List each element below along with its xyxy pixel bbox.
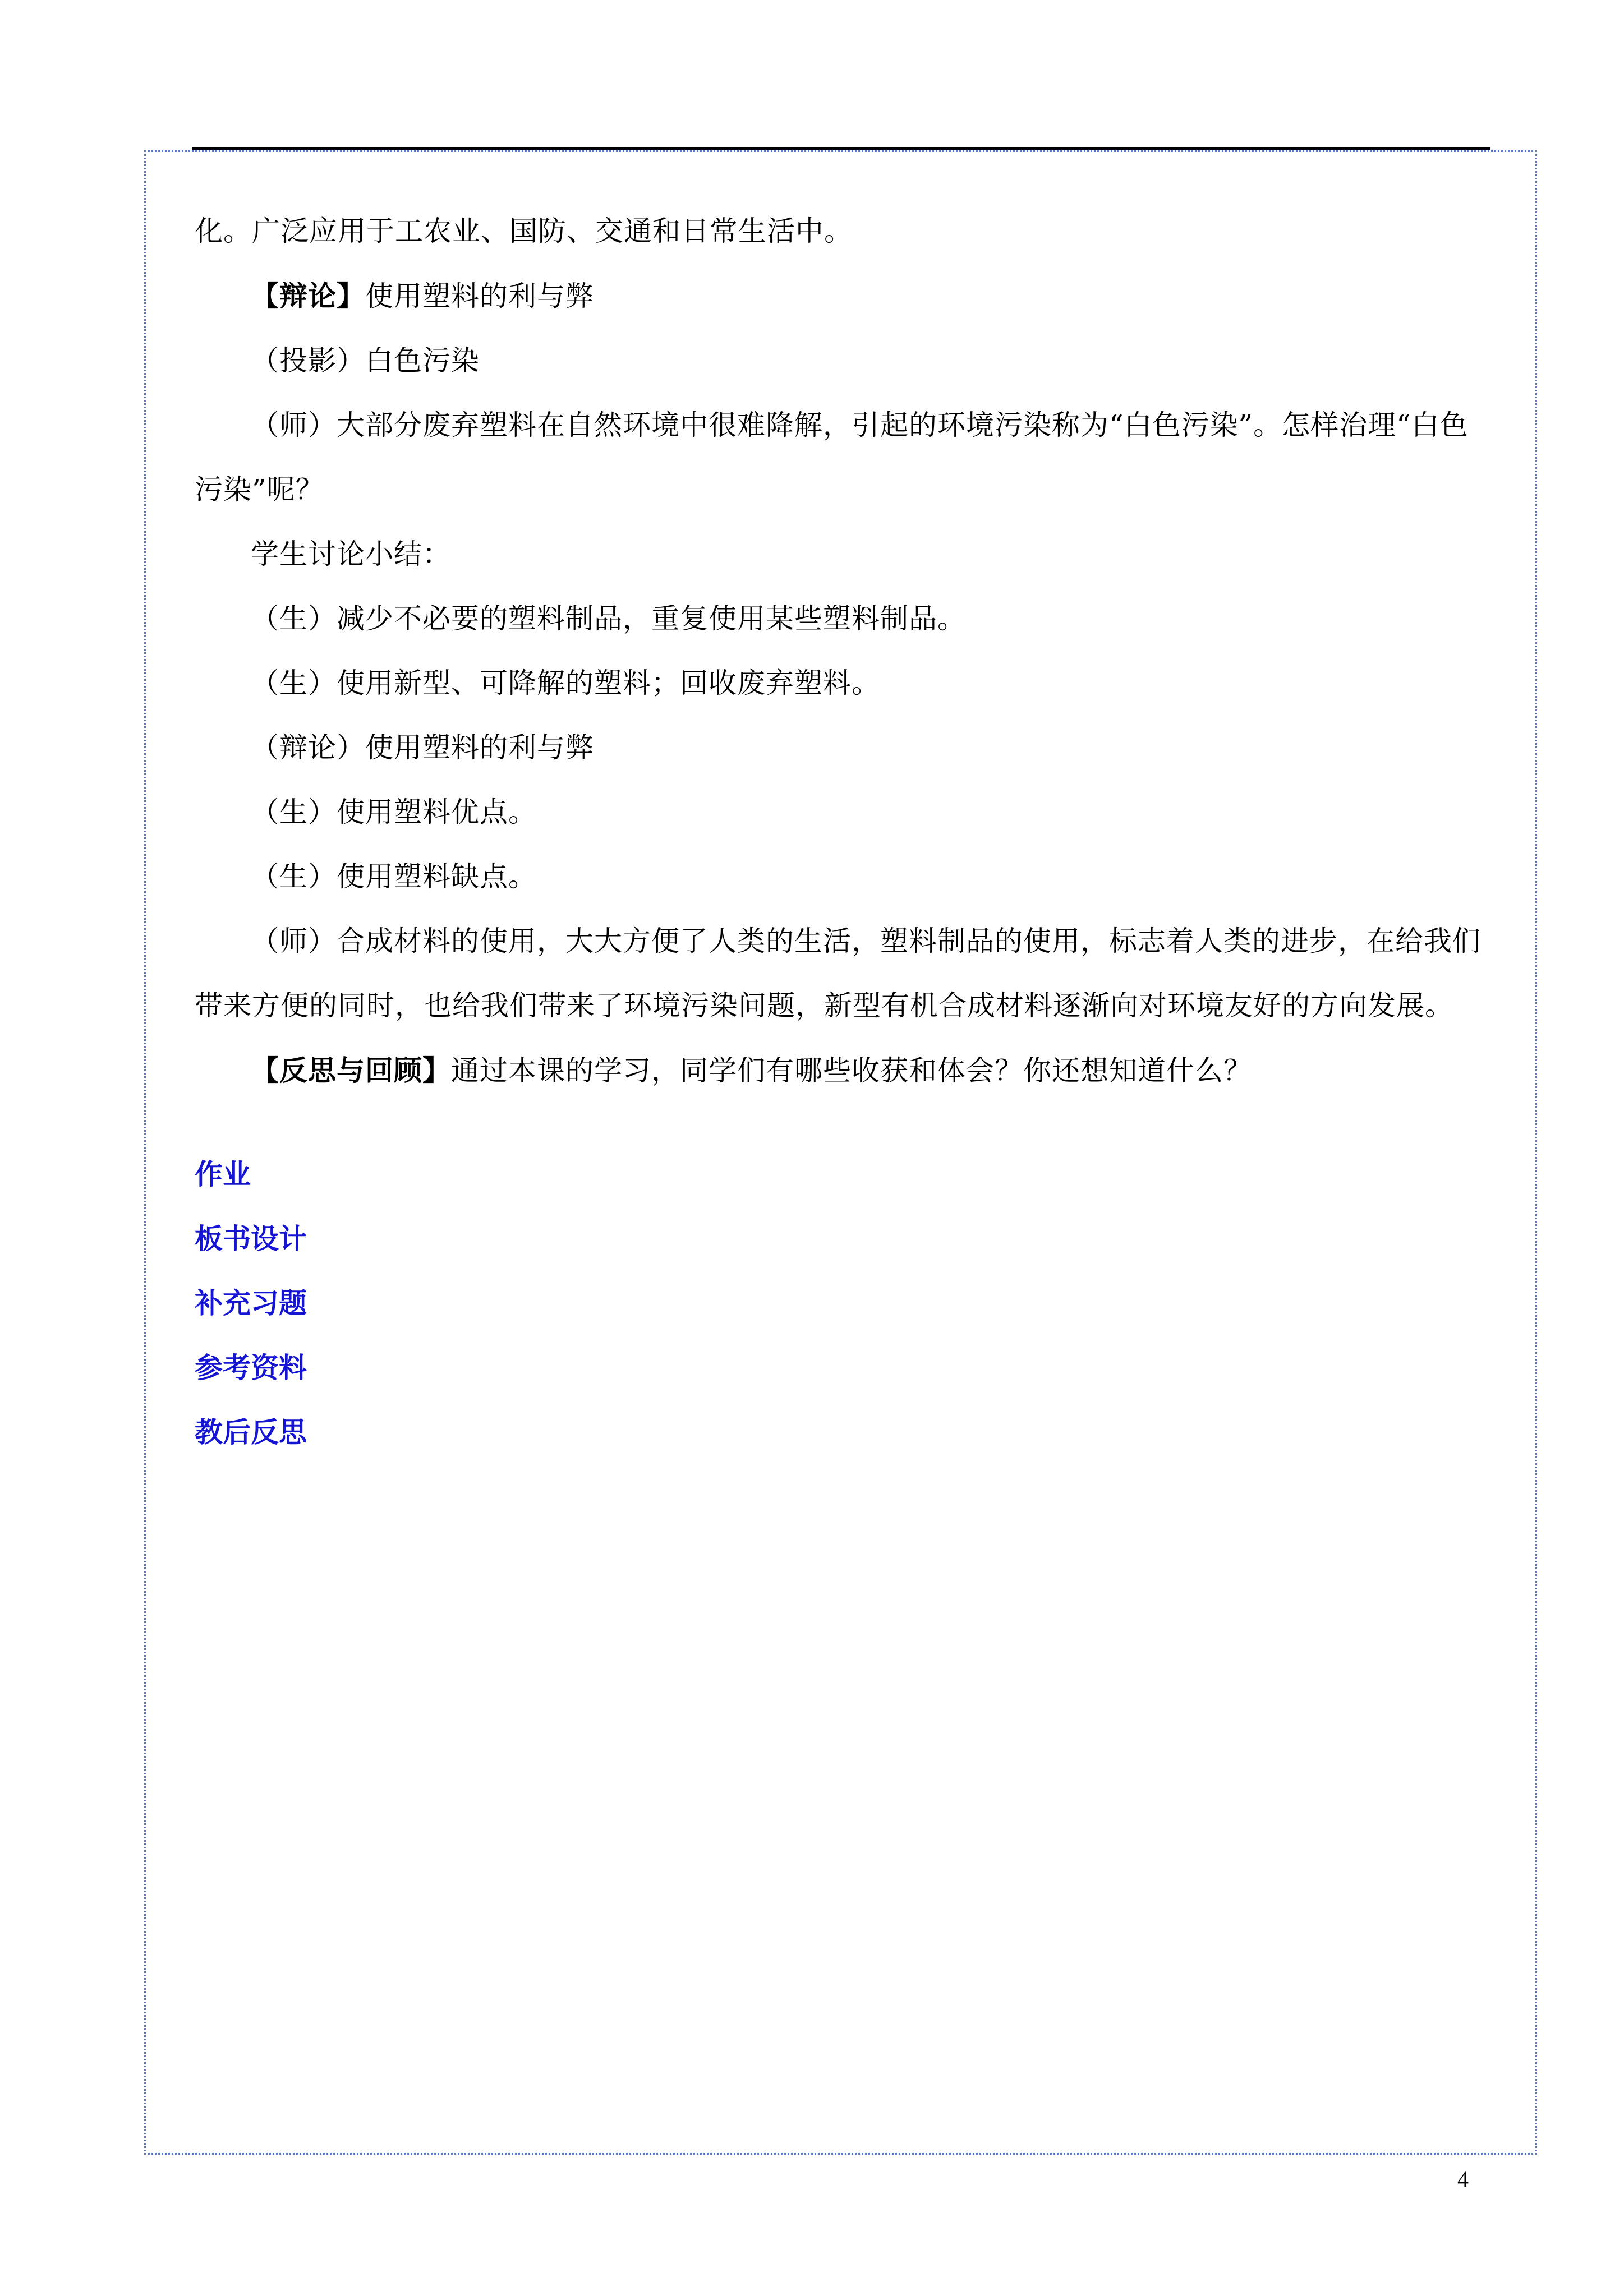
paragraph-teacher-2: （师）合成材料的使用，大大方便了人类的生活，塑料制品的使用，标志着人类的进步，在给我们带来方便的同时，也给我们带来了环境污染问题，新型有机合成材料逐渐向对环境友好的方向发展。	[195, 925, 1481, 1022]
paragraph-student-summary: 学生讨论小结：	[251, 538, 451, 570]
debate-text: 使用塑料的利与弊	[365, 280, 594, 312]
lesson-body	[195, 199, 1490, 1103]
paragraph-debate	[195, 264, 1490, 329]
paragraph-projection: （投影）白色污染	[251, 344, 480, 377]
section-supplementary-exercises: 补充习题	[195, 1287, 307, 1320]
section-homework: 作业	[195, 1158, 251, 1191]
paragraph-student-1: （生）减少不必要的塑料制品，重复使用某些塑料制品。	[251, 602, 966, 635]
section-references: 参考资料	[195, 1352, 307, 1384]
paragraph-teacher-1: （师）大部分废弃塑料在自然环境中很难降解，引起的环境污染称为“白色污染”。怎样治理“白色污染”呢？	[195, 409, 1469, 506]
paragraph-continuation: 化。广泛应用于工农业、国防、交通和日常生活中。	[195, 215, 853, 247]
paragraph-debate-2: （辩论）使用塑料的利与弊	[251, 731, 594, 764]
reflection-text: 通过本课的学习，同学们有哪些收获和体会？你还想知道什么？	[451, 1054, 1252, 1087]
section-board-design: 板书设计	[195, 1223, 307, 1255]
page-number: 4	[1457, 2166, 1469, 2192]
section-headings	[195, 1142, 307, 1465]
paragraph-student-2: （生）使用新型、可降解的塑料；回收废弃塑料。	[251, 667, 880, 699]
debate-tag: 【辩论】	[251, 279, 365, 312]
paragraph-student-4: （生）使用塑料缺点。	[251, 860, 537, 893]
reflection-tag: 【反思与回顾】	[251, 1054, 451, 1087]
section-post-lesson-reflection: 教后反思	[195, 1416, 307, 1449]
paragraph-student-3: （生）使用塑料优点。	[251, 796, 537, 828]
header-rule	[192, 147, 1490, 150]
paragraph-reflection	[195, 1038, 1490, 1103]
